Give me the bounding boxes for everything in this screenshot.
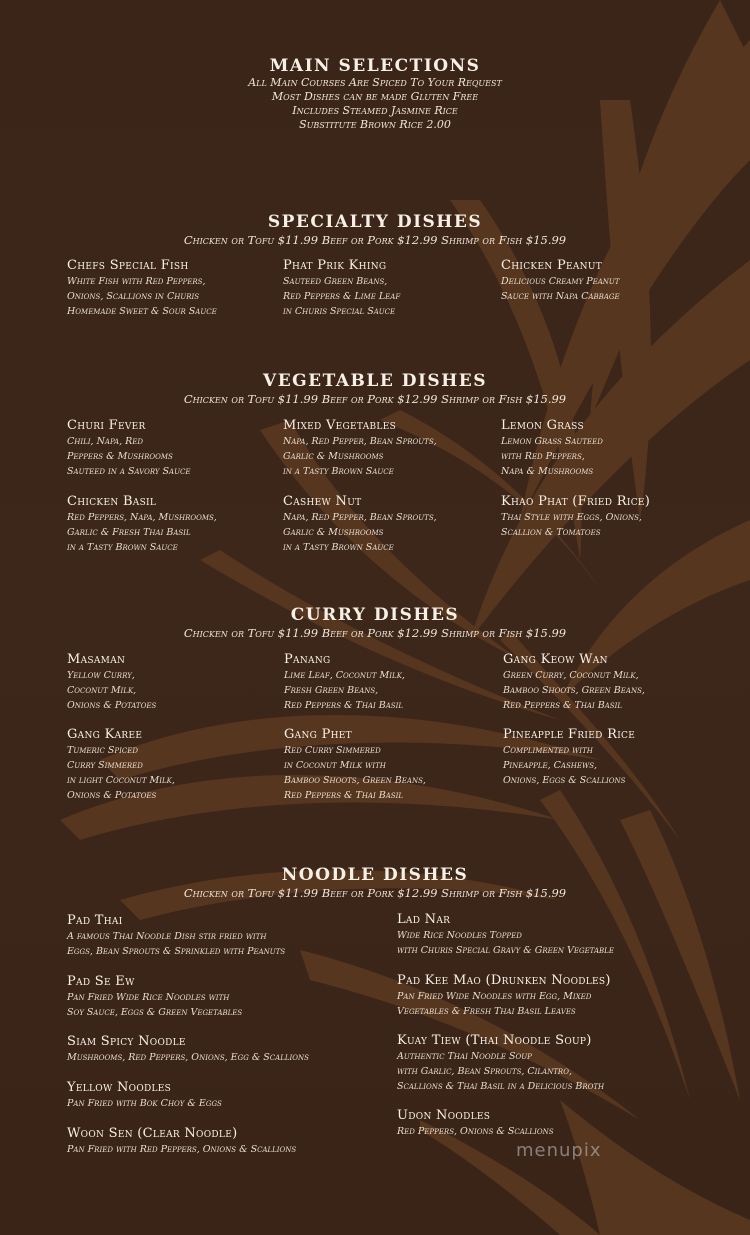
- dish-name: Kuay Tiew (Thai Noodle Soup): [397, 1033, 592, 1048]
- dish-name: Lemon Grass: [501, 418, 584, 433]
- dish-name: Yellow Noodles: [67, 1080, 172, 1095]
- vegetable-dishes-title: VEGETABLE DISHES: [263, 371, 487, 391]
- dish-name: Gang Phet: [284, 727, 352, 742]
- dish-name: Panang: [284, 652, 331, 667]
- curry-dishes-title: CURRY DISHES: [290, 605, 460, 625]
- dish-name: Phat Prik Khing: [283, 258, 387, 273]
- dish-name: Cashew Nut: [283, 494, 362, 509]
- dish-description: Lemon Grass Sauteed with Red Peppers, Napa & Mushrooms: [501, 436, 603, 477]
- noodle-dishes-title: NOODLE DISHES: [281, 865, 469, 885]
- menu-item: [397, 973, 697, 1019]
- dish-name: Siam Spicy Noodle: [67, 1034, 186, 1049]
- menu-item: [67, 974, 367, 1020]
- menu-item: [67, 494, 282, 555]
- dish-name: Gang Keow Wan: [503, 652, 608, 667]
- dish-description: White Fish with Red Peppers, Onions, Scallions in Churis Homemade Sweet & Sour Sauce: [67, 276, 217, 317]
- menupix-watermark: menupix: [516, 1140, 602, 1161]
- menu-item: [503, 652, 718, 713]
- dish-description: Red Peppers, Napa, Mushrooms, Garlic & Fresh Thai Basil in a Tasty Brown Sauce: [67, 512, 217, 553]
- menu-item: [67, 727, 282, 803]
- menu-item: [283, 494, 498, 555]
- dish-description: Pan Fried with Bok Choy & Eggs: [67, 1098, 222, 1109]
- main-intro-line: Most Dishes can be made Gluten Free: [271, 90, 479, 103]
- dish-name: Pad Se Ew: [67, 974, 135, 989]
- menu-item: [397, 912, 697, 958]
- dish-description: Green Curry, Coconut Milk, Bamboo Shoots, Green Beans, Red Peppers & Thai Basil: [503, 670, 645, 711]
- menu-item: [501, 494, 716, 540]
- main-intro-line: Includes Steamed Jasmine Rice: [292, 104, 458, 117]
- dish-name: Udon Noodles: [397, 1108, 491, 1123]
- menu-item: [283, 258, 498, 319]
- menu-item: [397, 1033, 697, 1094]
- dish-description: A famous Thai Noodle Dish stir fried with Eggs, Bean Sprouts & Sprinkled with Peanuts: [67, 931, 286, 957]
- menu-item: [67, 652, 282, 713]
- dish-name: Chefs Special Fish: [67, 258, 189, 273]
- menu-item: [67, 258, 282, 319]
- specialty-prices: Chicken or Tofu $11.99 Beef or Pork $12.99 Shrimp or Fish $15.99: [183, 233, 567, 247]
- dish-description: Chili, Napa, Red Peppers & Mushrooms Sauteed in a Savory Sauce: [67, 436, 191, 477]
- main-intro-line: All Main Courses Are Spiced To Your Request: [248, 76, 502, 89]
- dish-name: Chicken Peanut: [501, 258, 603, 273]
- dish-description: Napa, Red Pepper, Bean Sprouts, Garlic & Mushrooms in a Tasty Brown Sauce: [283, 512, 437, 553]
- dish-description: Pan Fried Wide Noodles with Egg, Mixed Vegetables & Fresh Thai Basil Leaves: [397, 991, 592, 1017]
- dish-description: Complimented with Pineapple, Cashews, Onions, Eggs & Scallions: [503, 745, 626, 786]
- menu-item: [284, 727, 499, 803]
- dish-description: Napa, Red Pepper, Bean Sprouts, Garlic & Mushrooms in a Tasty Brown Sauce: [283, 436, 437, 477]
- dish-name: Mixed Vegetables: [283, 418, 397, 433]
- dish-description: Red Peppers, Onions & Scallions: [397, 1126, 554, 1137]
- curry-prices: Chicken or Tofu $11.99 Beef or Pork $12.99 Shrimp or Fish $15.99: [183, 626, 567, 640]
- noodle-prices: Chicken or Tofu $11.99 Beef or Pork $12.99 Shrimp or Fish $15.99: [183, 886, 567, 900]
- menu-item: [397, 1108, 697, 1139]
- dish-description: Lime Leaf, Coconut Milk, Fresh Green Beans, Red Peppers & Thai Basil: [284, 670, 405, 711]
- dish-name: Pad Kee Mao (Drunken Noodles): [397, 973, 611, 988]
- menu-item: [67, 1080, 367, 1111]
- dish-description: Wide Rice Noodles Topped with Churis Special Gravy & Green Vegetable: [397, 930, 614, 956]
- menu-item: [283, 418, 498, 479]
- menu-item: [67, 418, 282, 479]
- dish-name: Pad Thai: [67, 913, 123, 928]
- dish-description: Pan Fried with Red Peppers, Onions & Scallions: [67, 1144, 297, 1155]
- dish-description: Tumeric Spiced Curry Simmered in light Coconut Milk, Onions & Potatoes: [67, 745, 175, 801]
- dish-description: Yellow Curry, Coconut Milk, Onions & Potatoes: [67, 670, 157, 711]
- dish-name: Lad Nar: [397, 912, 451, 927]
- menu-item: [503, 727, 718, 788]
- dish-description: Sauteed Green Beans, Red Peppers & Lime Leaf in Churis Special Sauce: [283, 276, 401, 317]
- dish-description: Delicious Creamy Peanut Sauce with Napa Cabbage: [501, 276, 620, 302]
- menu-item: [501, 258, 716, 304]
- dish-name: Chicken Basil: [67, 494, 157, 509]
- dish-description: Mushrooms, Red Peppers, Onions, Egg & Scallions: [67, 1052, 309, 1063]
- dish-description: Thai Style with Eggs, Onions, Scallion & Tomatoes: [501, 512, 642, 538]
- dish-name: Woon Sen (Clear Noodle): [67, 1126, 238, 1141]
- dish-name: Gang Karee: [67, 727, 143, 742]
- dish-name: Khao Phat (Fried Rice): [501, 494, 651, 509]
- menu-item: [67, 1034, 367, 1065]
- dish-name: Churi Fever: [67, 418, 146, 433]
- dish-description: Red Curry Simmered in Coconut Milk with Bamboo Shoots, Green Beans, Red Peppers & Thai Basil: [284, 745, 426, 801]
- menu-item: [284, 652, 499, 713]
- dish-name: Masaman: [67, 652, 126, 667]
- menu-item: [67, 913, 367, 959]
- main-intro-line: Substitute Brown Rice 2.00: [299, 118, 451, 131]
- menu-item: [67, 1126, 367, 1157]
- specialty-dishes-title: SPECIALTY DISHES: [267, 212, 483, 232]
- main-selections-title: MAIN SELECTIONS: [269, 56, 481, 76]
- dish-description: Pan Fried Wide Rice Noodles with Soy Sauce, Eggs & Green Vegetables: [67, 992, 243, 1018]
- dish-name: Pineapple Fried Rice: [503, 727, 636, 742]
- dish-description: Authentic Thai Noodle Soup with Garlic, Bean Sprouts, Cilantro, Scallions & Thai Basil in a Delicious Broth: [397, 1051, 605, 1092]
- menu-item: [501, 418, 716, 479]
- vegetable-prices: Chicken or Tofu $11.99 Beef or Pork $12.99 Shrimp or Fish $15.99: [183, 392, 567, 406]
